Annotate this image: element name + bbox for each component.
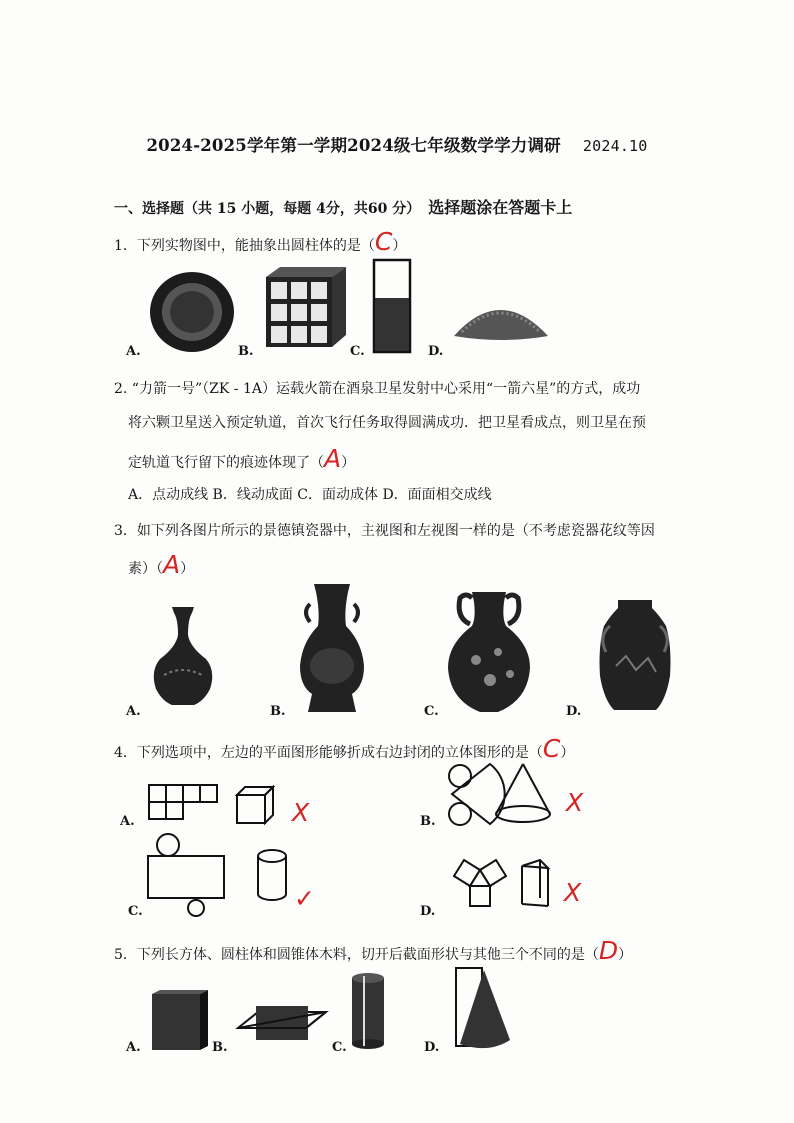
q3-answer: A [163,550,181,579]
exam-date: 2024.10 [582,137,648,155]
q4-answer: C [542,734,561,763]
q3-option-c[interactable]: C. [424,704,439,719]
q5-image-cylinder [350,972,386,1052]
q3-option-a[interactable]: A. [126,704,141,719]
q4-stem: 4．下列选项中，左边的平面图形能够折成右边封闭的立体图形的是（C） [114,734,575,763]
exam-title: 2024-2025学年第一学期2024级七年级数学学力调研 [146,136,561,155]
q2-stem-line2: 将六颗卫星送入预定轨道，首次飞行任务取得圆满成功．把卫星看成点，则卫星在预 [128,415,646,431]
q4-option-c[interactable]: C. [128,904,143,919]
q3-vase-c [446,588,532,716]
q3-vase-d [596,596,674,714]
q1-option-a[interactable]: A. [126,344,141,359]
q2-options[interactable]: A．点动成线 B．线动成面 C．面动成体 D．面面相交成线 [128,487,492,503]
q1-image-cube [258,265,350,357]
q4-a-mark: X [292,798,310,827]
q3-stem-line1: 3．如下列各图片所示的景德镇瓷器中，主视图和左视图一样的是（不考虑瓷器花纹等因 [114,523,655,539]
q5-image-slab [236,1000,328,1046]
q1-image-sand-cone [452,288,550,344]
q2-answer: A [324,444,342,473]
q4-c-cylinder-net [146,832,226,918]
q3-option-b[interactable]: B. [270,704,286,719]
q4-option-d[interactable]: D. [420,904,436,919]
q1-option-c[interactable]: C. [350,344,365,359]
q4-c-mark: ✓ [294,884,315,913]
q4-b-cone [494,762,552,826]
q2-stem-line3: 定轨道飞行留下的痕迹体现了（A） [128,444,356,473]
q3-stem-line2: 素）（A） [128,550,195,579]
q5-option-d[interactable]: D. [424,1040,440,1055]
q5-stem: 5．下列长方体、圆柱体和圆锥体木料，切开后截面形状与其他三个不同的是（D） [114,936,633,965]
q4-a-cube-net [148,784,220,820]
q3-option-d[interactable]: D. [566,704,582,719]
q1-answer: C [374,227,393,256]
q4-a-cube [236,786,276,826]
q5-image-cuboid [148,988,210,1054]
q1-option-d[interactable]: D. [428,344,444,359]
section-note: 选择题涂在答题卡上 [428,198,573,217]
q2-stem-line1: 2. “力箭一号”（ZK - 1A）运载火箭在酒泉卫星发射中心采用“一箭六星”的方式，成功 [114,381,641,397]
q5-answer: D [598,936,619,965]
q4-d-prism-net [448,856,512,920]
q4-d-mark: X [564,878,582,907]
q1-image-glass [372,258,414,356]
q1-stem: 1．下列实物图中，能抽象出圆柱体的是（C） [114,227,407,256]
page-title [0,132,794,156]
q3-vase-b [296,582,368,716]
q3-vase-a [150,605,216,709]
q5-image-cone [448,966,518,1056]
q4-option-b[interactable]: B. [420,814,436,829]
q4-d-prism [518,858,552,910]
q5-option-a[interactable]: A. [126,1040,141,1055]
section-heading [114,195,572,218]
section-title: 一、选择题（共 15 小题，每题 4分，共60 分） [114,201,421,217]
q4-b-net [446,762,494,828]
q1-option-b[interactable]: B. [238,344,254,359]
q4-c-cylinder [256,848,290,904]
q1-image-plate [148,270,240,355]
q5-option-b[interactable]: B. [212,1040,228,1055]
q4-option-a[interactable]: A. [120,814,135,829]
q4-b-mark: X [566,788,584,817]
q5-option-c[interactable]: C. [332,1040,347,1055]
